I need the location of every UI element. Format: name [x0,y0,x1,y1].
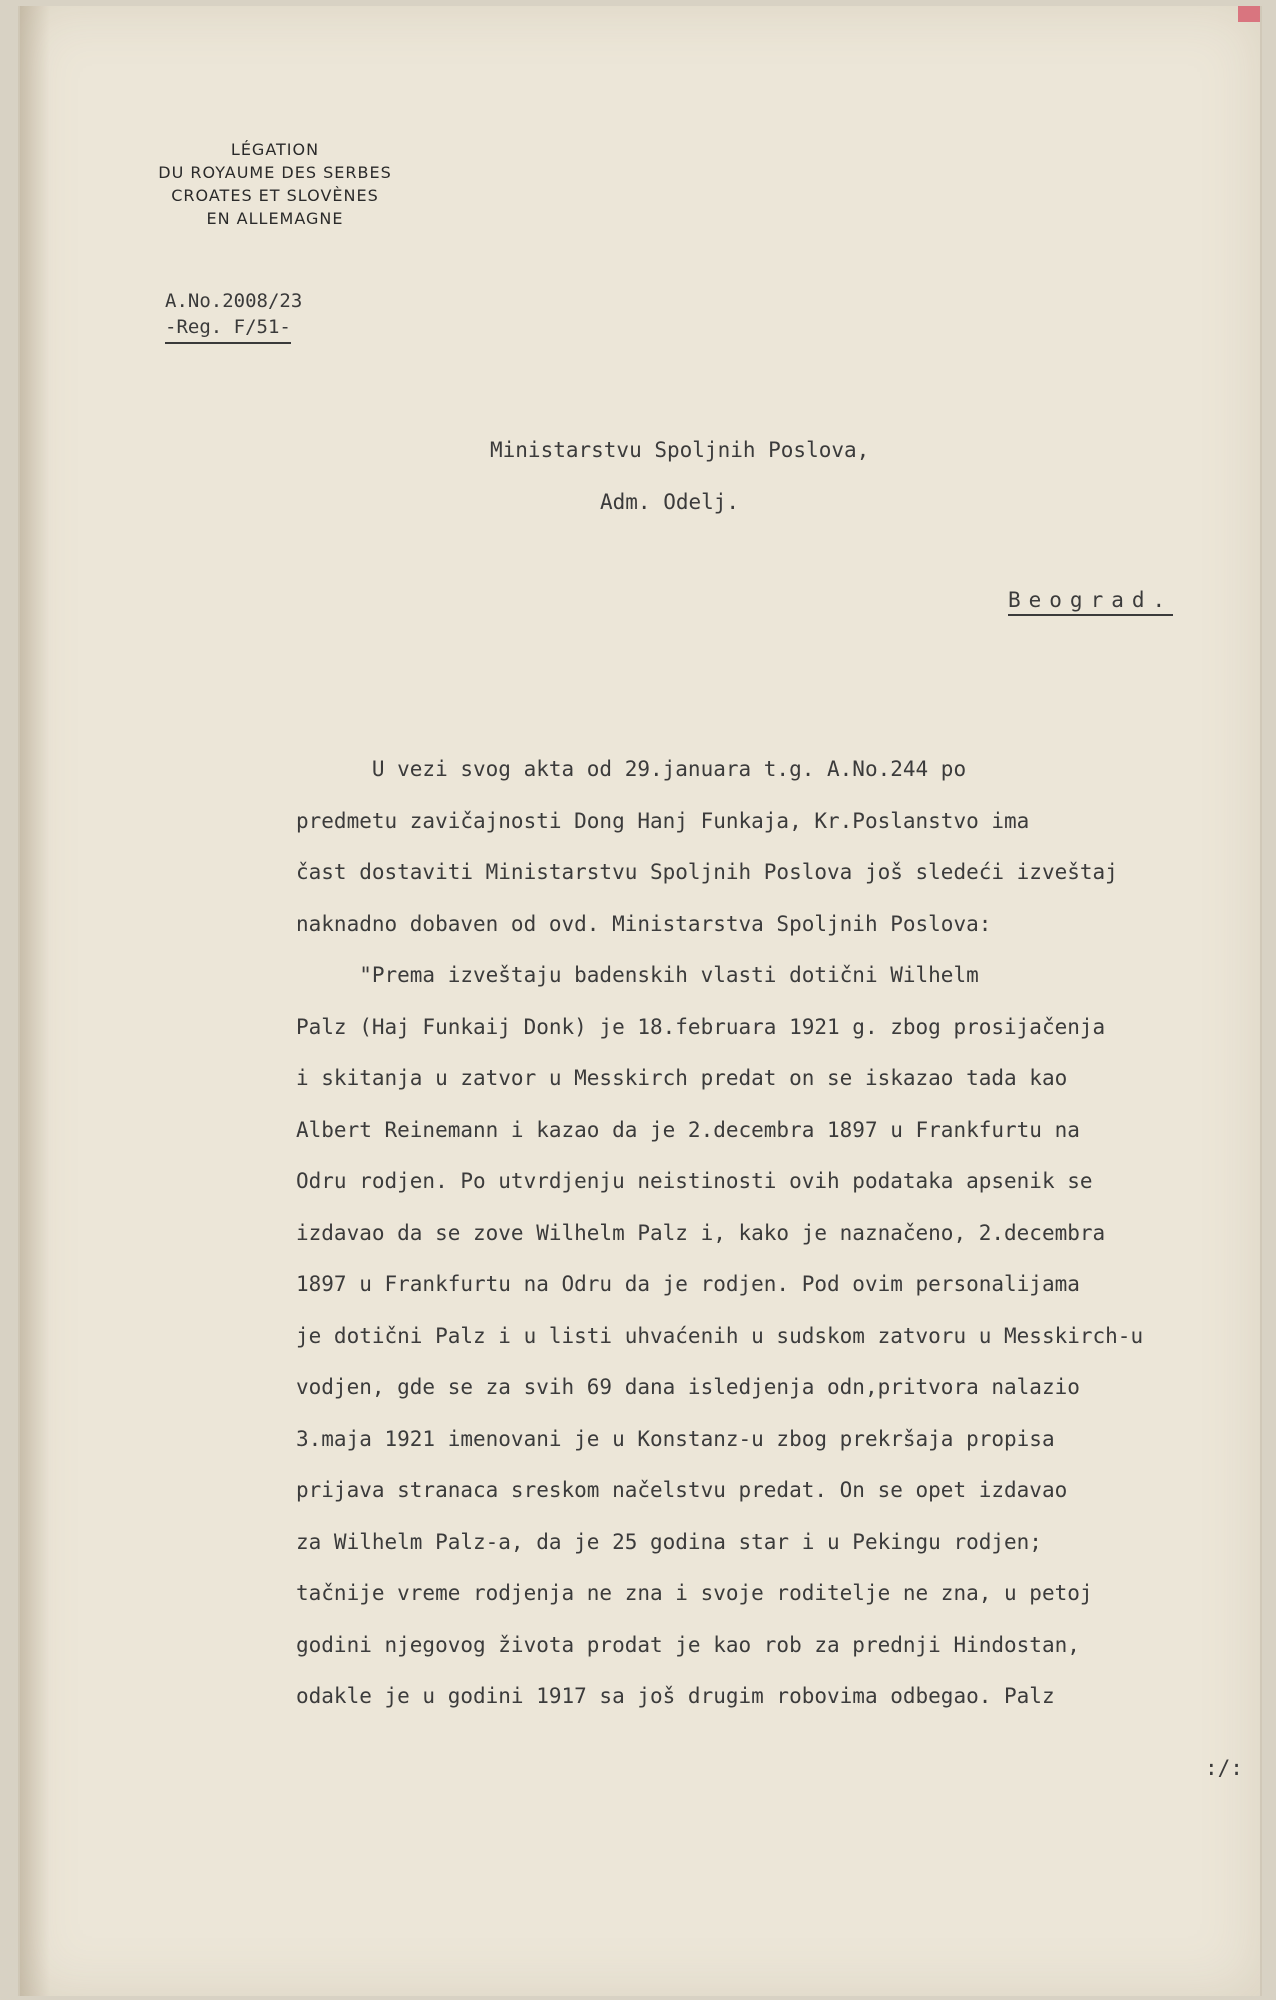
addressee-department: Adm. Odelj. [600,490,740,514]
letterhead-line-1: LÉGATION [230,140,320,159]
letterhead-line-4: EN ALLEMAGNE [206,209,344,228]
body-line: tačnije vreme rodjenja ne zna i svoje roditelje ne zna, u petoj [296,1581,1093,1605]
addressee-ministry: Ministarstvu Spoljnih Poslova, [490,438,870,462]
body-line: Palz (Haj Funkaij Donk) je 18.februara 1921 g. zbog prosijačenja [296,1014,1106,1039]
body-line: i skitanja u zatvor u Messkirch predat on se iskazao tada kao [296,1066,1068,1090]
body-line: čast dostaviti Ministarstvu Spoljnih Poslova još sledeći izveštaj [296,860,1118,884]
letterhead-line-3: CROATES ET SLOVÈNES [171,186,379,205]
body-line: godini njegovog života prodat je kao rob za prednji Hindostan, [296,1632,1080,1657]
body-line: izdavao da se zove Wilhelm Palz i, kako je naznačeno, 2.decembra [296,1220,1106,1245]
body-line: vodjen, gde se za svih 69 dana isledjenja odn,pritvora nalazio [296,1375,1080,1399]
letterhead-line-2: DU ROYAUME DES SERBES [158,163,392,182]
letter-body [296,744,1276,1723]
body-line: prijava stranaca sreskom načelstvu predat. On se opet izdavao [296,1478,1068,1502]
document-page [18,6,1262,1996]
body-line: naknadno dobaven od ovd. Ministarstva Spoljnih Poslova: [296,911,992,936]
body-line: odakle je u godini 1917 sa još drugim robovima odbegao. Palz [296,1684,1055,1708]
letterhead [120,138,430,230]
body-line: Albert Reinemann i kazao da je 2.decembra 1897 u Frankfurtu na [296,1117,1080,1142]
body-line: U vezi svog akta od 29.januara t.g. A.No.244 po [296,757,967,781]
body-line: "Prema izveštaju badenskih vlasti dotični Wilhelm [296,963,979,987]
page-edge-shadow [20,6,50,1996]
reference-number: A.No.2008/23 [165,290,303,312]
body-line: Odru rodjen. Po utvrdjenju neistinosti ovih podataka apsenik se [296,1169,1093,1193]
body-line: 1897 u Frankfurtu na Odru da je rodjen. Pod ovim personalijama [296,1272,1080,1296]
body-line: za Wilhelm Palz-a, da je 25 godina star i u Pekingu rodjen; [296,1529,1042,1554]
body-line: predmetu zavičajnosti Dong Hanj Funkaja, Kr.Poslanstvo ima [296,808,1030,833]
red-corner-mark [1238,6,1260,22]
reference-register: -Reg. F/51- [165,314,291,344]
reference-block [165,288,302,344]
addressee-city: Beograd. [1008,588,1173,616]
body-line: 3.maja 1921 imenovani je u Konstanz-u zbog prekršaja propisa [296,1426,1055,1451]
body-line: je dotični Palz i u listi uhvaćenih u sudskom zatvoru u Messkirch-u [296,1323,1144,1348]
continuation-mark: :/: [1205,1756,1243,1780]
